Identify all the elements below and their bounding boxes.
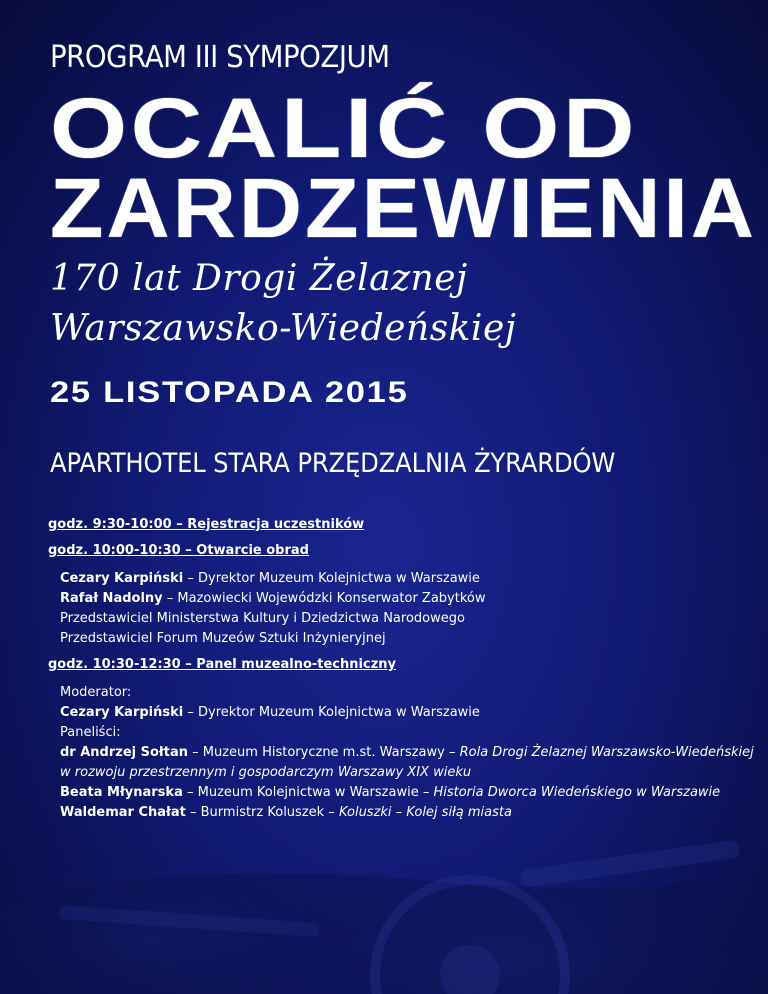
panelists-label: Paneliści:: [60, 725, 121, 740]
speaker-line: Cezary Karpiński – Dyrektor Muzeum Kolejnictwa w Warszawie: [60, 571, 480, 586]
panel-details: [60, 683, 754, 823]
pre-title: PROGRAM III SYMPOZJUM: [50, 40, 390, 75]
panelist-topic-continuation: w rozwoju przestrzennym i gospodarczym Warszawy XIX wieku: [60, 765, 472, 780]
speaker-line: Przedstawiciel Forum Muzeów Sztuki Inżynieryjnej: [60, 631, 386, 646]
title-line-1: OCALIĆ OD: [50, 81, 639, 175]
panelist-line: dr Andrzej Sołtan – Muzeum Historyczne m.st. Warszawy – Rola Drogi Żelaznej Warszawsko-Wiedeńskiej: [60, 745, 754, 760]
venue: APARTHOTEL STARA PRZĘDZALNIA ŻYRARDÓW: [50, 448, 616, 479]
program-schedule: [48, 517, 754, 831]
subtitle-line-2: Warszawsko-Wiedeńskiej: [50, 308, 517, 349]
panelist-line: Beata Młynarska – Muzeum Kolejnictwa w Warszawie – Historia Dworca Wiedeńskiego w Warszawie: [60, 785, 721, 800]
opening-speakers: [60, 569, 738, 649]
title-line-2: ZARDZEWIENIA: [50, 161, 758, 255]
slot-panel: godz. 10:30-12:30 – Panel muzealno-techniczny: [48, 657, 396, 672]
speaker-line: Przedstawiciel Ministerstwa Kultury i Dziedzictwa Narodowego: [60, 611, 465, 626]
panelist-line: Waldemar Chałat – Burmistrz Koluszek – Koluszki – Kolej siłą miasta: [60, 805, 512, 820]
subtitle-line-1: 170 lat Drogi Żelaznej: [50, 258, 468, 299]
event-date: 25 LISTOPADA 2015: [50, 376, 409, 409]
slot-opening: godz. 10:00-10:30 – Otwarcie obrad: [48, 543, 309, 558]
moderator-line: Cezary Karpiński – Dyrektor Muzeum Kolejnictwa w Warszawie: [60, 705, 480, 720]
moderator-label: Moderator:: [60, 685, 132, 700]
speaker-line: Rafał Nadolny – Mazowiecki Wojewódzki Konserwator Zabytków: [60, 591, 486, 606]
slot-registration: godz. 9:30-10:00 – Rejestracja uczestników: [48, 517, 365, 532]
